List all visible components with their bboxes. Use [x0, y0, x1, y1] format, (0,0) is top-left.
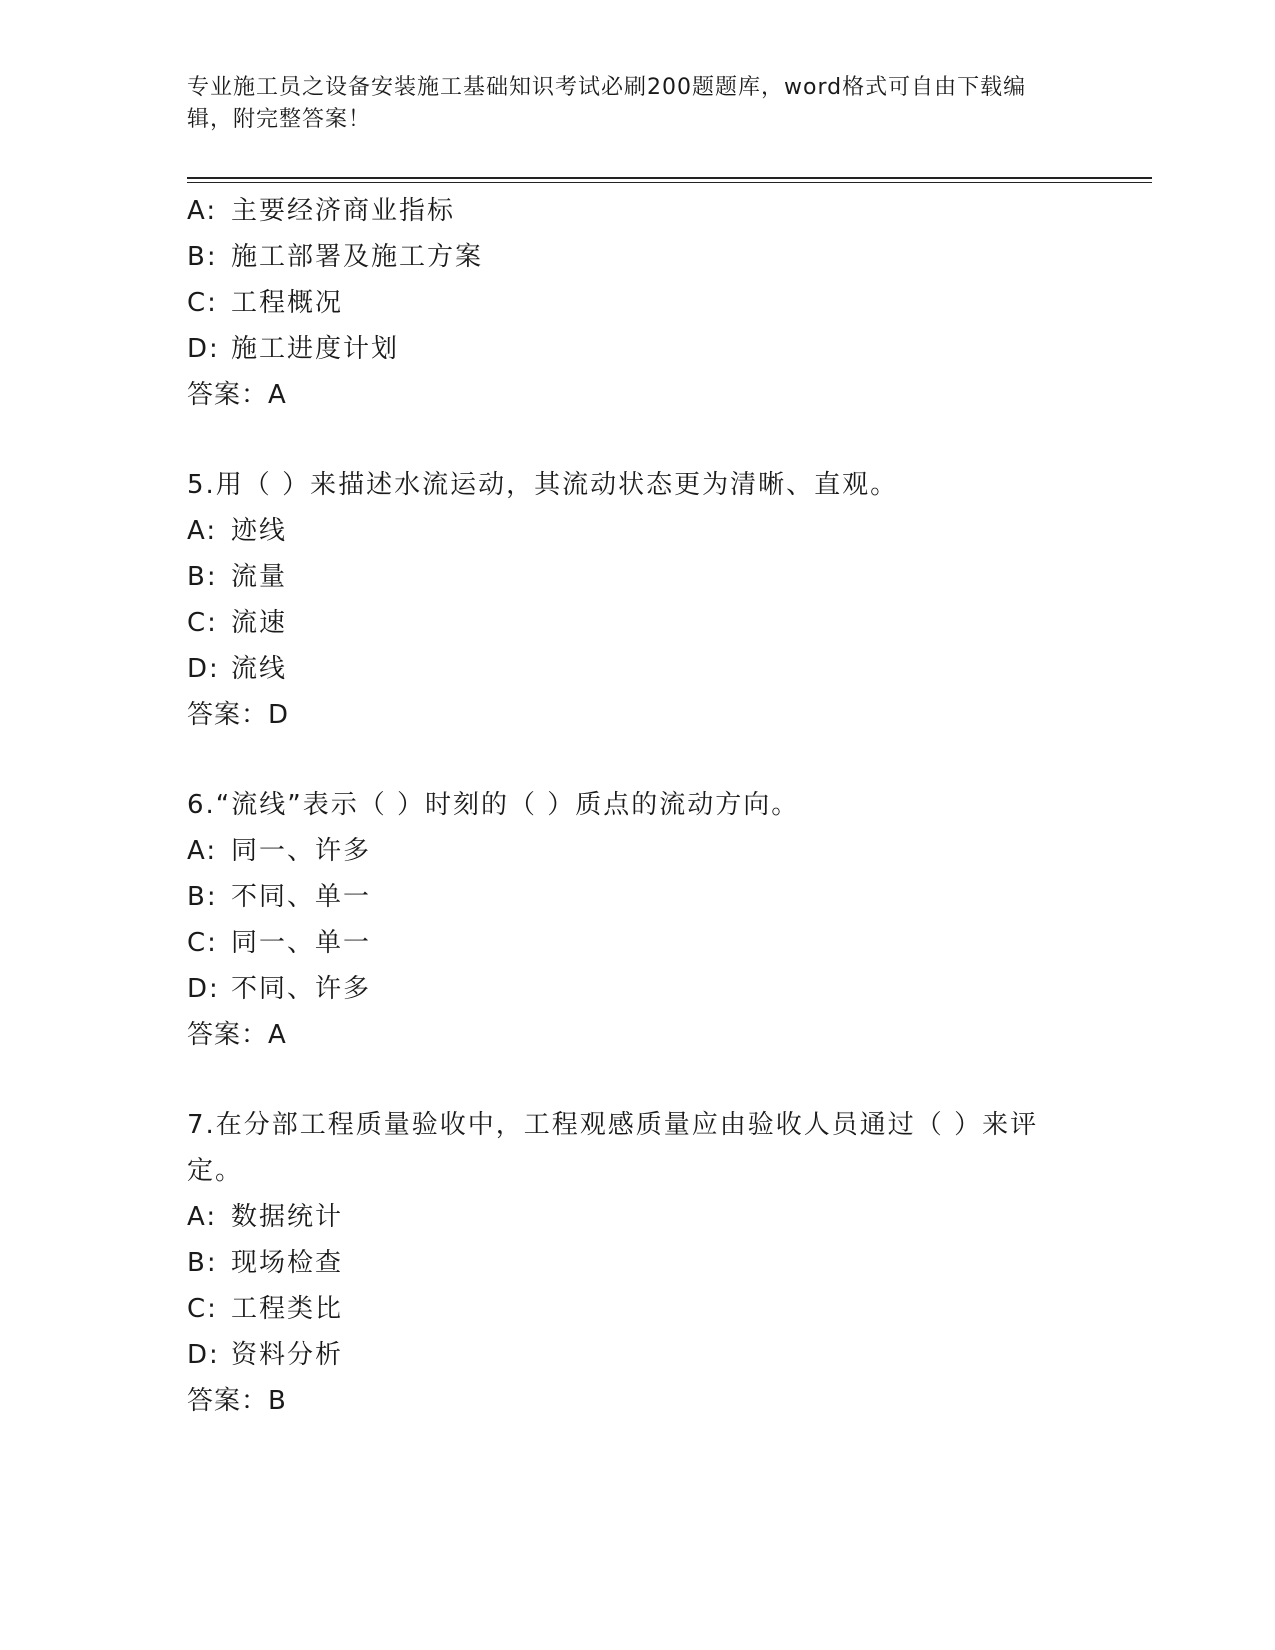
- option-d: [187, 966, 1087, 1012]
- option-d: [187, 646, 1087, 692]
- question-4: [187, 188, 1087, 418]
- question-stem: 7.在分部工程质量验收中，工程观感质量应由验收人员通过（ ）来评定。: [187, 1110, 1039, 1186]
- option-b: [187, 554, 1087, 600]
- option-text: 不同、许多: [231, 974, 372, 1004]
- option-text: 主要经济商业指标: [231, 196, 456, 226]
- option-text: 数据统计: [231, 1202, 344, 1232]
- option-b: [187, 1240, 1087, 1286]
- option-text: 迹线: [231, 516, 288, 546]
- option-key: A:: [187, 836, 218, 866]
- answer: 答案：A: [187, 380, 287, 410]
- answer: 答案：B: [187, 1386, 287, 1416]
- option-a: [187, 188, 1087, 234]
- option-text: 工程概况: [231, 288, 344, 318]
- option-a: [187, 508, 1087, 554]
- option-text: 施工进度计划: [231, 334, 400, 364]
- option-text: 资料分析: [231, 1340, 344, 1370]
- option-text: 工程类比: [231, 1294, 344, 1324]
- question-7: [187, 1102, 1087, 1424]
- header-rule-thick: [187, 177, 1152, 179]
- option-text: 流线: [231, 654, 288, 684]
- option-key: B:: [187, 242, 218, 272]
- option-key: B:: [187, 562, 218, 592]
- option-key: A:: [187, 516, 218, 546]
- option-d: [187, 326, 1087, 372]
- option-text: 流量: [231, 562, 288, 592]
- option-key: D:: [187, 334, 220, 364]
- option-text: 流速: [231, 608, 288, 638]
- option-a: [187, 1194, 1087, 1240]
- option-key: C:: [187, 1294, 218, 1324]
- option-text: 同一、单一: [231, 928, 372, 958]
- option-key: D:: [187, 654, 220, 684]
- option-key: B:: [187, 882, 218, 912]
- document-header: 专业施工员之设备安装施工基础知识考试必刷200题题库，word格式可自由下载编辑，附完整答案！: [187, 75, 1027, 132]
- question-stem: 5.用（ ）来描述水流运动，其流动状态更为清晰、直观。: [187, 470, 899, 500]
- option-a: [187, 828, 1087, 874]
- option-c: [187, 920, 1087, 966]
- option-text: 不同、单一: [231, 882, 372, 912]
- option-key: C:: [187, 608, 218, 638]
- question-6: [187, 782, 1087, 1058]
- question-5: [187, 462, 1087, 738]
- option-c: [187, 280, 1087, 326]
- header-rule-thin: [187, 182, 1152, 183]
- question-list: [187, 188, 1087, 1424]
- answer: 答案：A: [187, 1020, 287, 1050]
- option-text: 现场检查: [231, 1248, 344, 1278]
- question-stem: 6.“流线”表示（ ）时刻的（ ）质点的流动方向。: [187, 790, 800, 820]
- option-c: [187, 600, 1087, 646]
- option-key: A:: [187, 196, 218, 226]
- option-c: [187, 1286, 1087, 1332]
- answer: 答案：D: [187, 700, 290, 730]
- option-key: A:: [187, 1202, 218, 1232]
- option-key: C:: [187, 288, 218, 318]
- option-d: [187, 1332, 1087, 1378]
- option-key: B:: [187, 1248, 218, 1278]
- option-key: C:: [187, 928, 218, 958]
- option-text: 同一、许多: [231, 836, 372, 866]
- option-key: D:: [187, 1340, 220, 1370]
- option-b: [187, 874, 1087, 920]
- option-text: 施工部署及施工方案: [231, 242, 484, 272]
- option-b: [187, 234, 1087, 280]
- option-key: D:: [187, 974, 220, 1004]
